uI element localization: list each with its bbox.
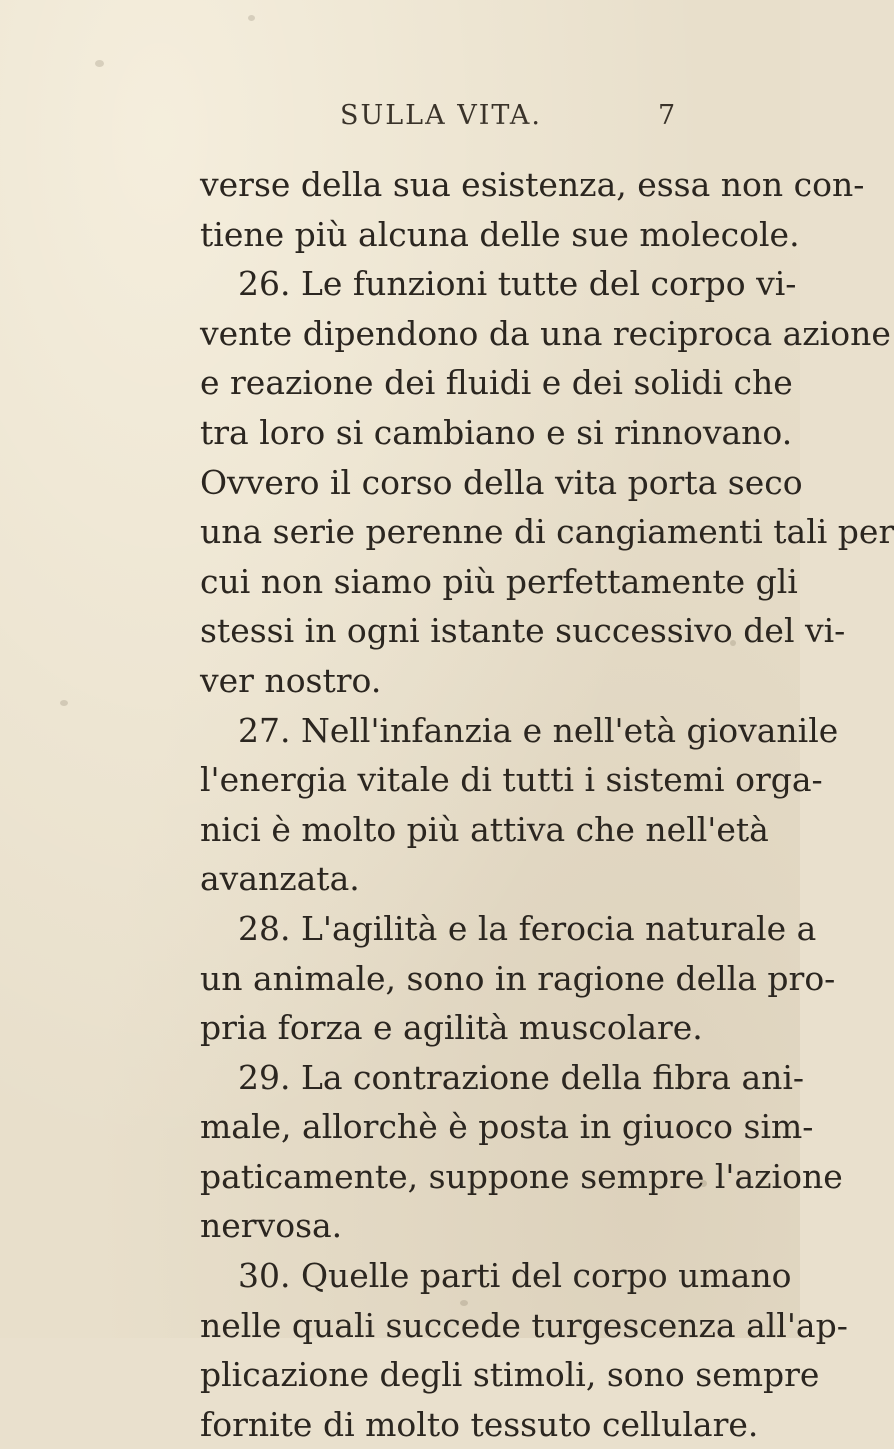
text-line: 28. L'agilità e la ferocia naturale a (238, 908, 817, 948)
body-text (200, 160, 894, 1449)
text-line: paticamente, suppone sempre l'azione (200, 1156, 843, 1196)
text-line: 29. La contrazione della fibra ani- (238, 1057, 805, 1097)
text-line: nelle quali succede turgescenza all'ap- (200, 1305, 848, 1345)
text-line: una serie perenne di cangiamenti tali per (200, 512, 894, 552)
paper-speck (248, 15, 255, 21)
text-line: pria forza e agilità muscolare. (200, 1008, 703, 1048)
text-line: male, allorchè è posta in giuoco sim- (200, 1107, 814, 1147)
running-head (0, 100, 800, 140)
text-line: cui non siamo più perfettamente gli (200, 561, 798, 601)
text-line: ver nostro. (200, 660, 382, 700)
text-line: fornite di molto tessuto cellulare. (200, 1404, 759, 1444)
text-line: plicazione degli stimoli, sono sempre (200, 1355, 820, 1395)
text-line: vente dipendono da una reciproca azione (200, 313, 891, 353)
paper-speck (95, 60, 104, 67)
text-line: nervosa. (200, 1206, 343, 1246)
paper-speck (60, 700, 68, 706)
text-line: Ovvero il corso della vita porta seco (200, 462, 803, 502)
text-line: avanzata. (200, 859, 360, 899)
running-title: SULLA VITA. (340, 100, 542, 131)
text-line: l'energia vitale di tutti i sistemi orga- (200, 760, 823, 800)
text-line: un animale, sono in ragione della pro- (200, 958, 836, 998)
text-line: 27. Nell'infanzia e nell'età giovanile (238, 710, 839, 750)
text-line: 26. Le funzioni tutte del corpo vi- (238, 264, 797, 304)
text-line: tiene più alcuna delle sue molecole. (200, 214, 800, 254)
page-number: 7 (658, 100, 676, 131)
text-line: e reazione dei fluidi e dei solidi che (200, 363, 793, 403)
text-line: nici è molto più attiva che nell'età (200, 809, 769, 849)
text-line: 30. Quelle parti del corpo umano (238, 1256, 792, 1296)
text-line: verse della sua esistenza, essa non con- (200, 165, 865, 204)
text-line: tra loro si cambiano e si rinnovano. (200, 412, 793, 452)
text-line: stessi in ogni istante successivo del vi- (200, 611, 846, 651)
